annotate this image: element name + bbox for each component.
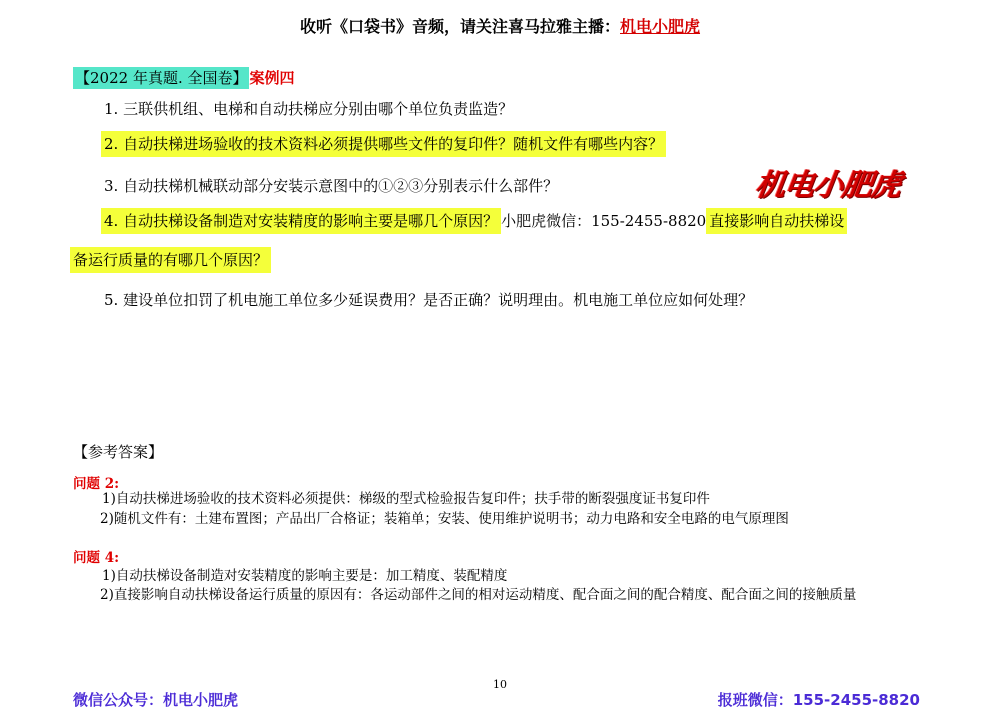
footer-wechat-account: 微信公众号：机电小肥虎 xyxy=(73,691,239,709)
answer-q4-item: 2)直接影响自动扶梯设备运行质量的原因有：各运动部件之间的相对运动精度、配合面之间的配合精度、配合面之间的接触质量 xyxy=(100,587,857,603)
page-number: 10 xyxy=(493,678,507,691)
question-4-text-part3: 备运行质量的有哪几个原因？ xyxy=(70,247,271,273)
question-3: 3. 自动扶梯机械联动部分安装示意图中的①②③分别表示什么部件？ xyxy=(104,177,559,195)
question-4-text-part2: 直接影响自动扶梯设 xyxy=(706,208,847,234)
answer-q2-title: 问题 2: xyxy=(73,476,120,492)
question-2 xyxy=(101,134,666,154)
case-name: 案例四 xyxy=(249,69,295,87)
question-2-text: 2. 自动扶梯进场验收的技术资料必须提供哪些文件的复印件？随机文件有哪些内容？ xyxy=(101,131,666,157)
question-4-contact: 小肥虎微信：155-2455-8820 xyxy=(501,212,707,230)
header-prefix: 收听《口袋书》音频，请关注喜马拉雅主播： xyxy=(299,17,620,36)
case-title xyxy=(73,67,295,88)
question-1: 1. 三联供机组、电梯和自动扶梯应分别由哪个单位负责监造？ xyxy=(104,100,514,118)
question-4-continued xyxy=(70,250,271,270)
watermark-stamp: 机电小肥虎 xyxy=(753,168,903,203)
question-4-text-part1: 4. 自动扶梯设备制造对安装精度的影响主要是哪几个原因？ xyxy=(101,208,501,234)
page-header xyxy=(0,14,1000,37)
answer-q2-item: 1)自动扶梯进场验收的技术资料必须提供：梯级的型式检验报告复印件；扶手带的断裂强度证书复印件 xyxy=(102,491,710,507)
footer-signup-wechat: 报班微信：155-2455-8820 xyxy=(717,691,920,709)
case-exam-tag: 【2022 年真题. 全国卷】 xyxy=(75,69,248,87)
question-4 xyxy=(101,211,847,231)
answer-section-title: 【参考答案】 xyxy=(73,443,164,461)
answer-q4-item: 1)自动扶梯设备制造对安装精度的影响主要是：加工精度、装配精度 xyxy=(102,568,508,584)
answer-q2-item: 2)随机文件有：土建布置图；产品出厂合格证；装箱单；安装、使用维护说明书；动力电路和安全电路的电气原理图 xyxy=(100,511,789,527)
header-host-name: 机电小肥虎 xyxy=(620,17,701,36)
answer-q4-title: 问题 4: xyxy=(73,550,120,566)
question-5: 5. 建设单位扣罚了机电施工单位多少延误费用？是否正确？说明理由。机电施工单位应如何处理？ xyxy=(104,291,754,309)
